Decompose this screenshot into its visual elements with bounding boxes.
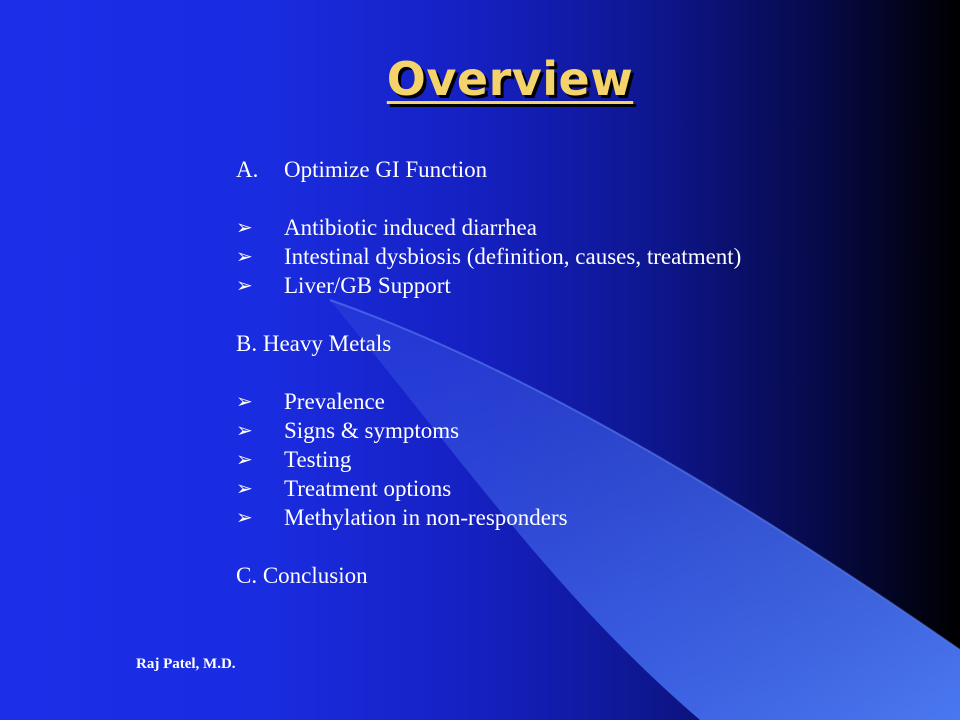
slide-title: Overview bbox=[386, 52, 634, 106]
section-a-title: Optimize GI Function bbox=[284, 157, 488, 182]
presenter-name: Raj Patel, M.D. bbox=[136, 656, 236, 672]
list-item-text: Testing bbox=[284, 447, 352, 472]
arrow-bullet-icon: ➢ bbox=[236, 246, 253, 268]
arrow-bullet-icon: ➢ bbox=[236, 391, 253, 413]
arrow-bullet-icon: ➢ bbox=[236, 217, 253, 239]
list-item-text: Methylation in non-responders bbox=[284, 505, 568, 530]
list-item-text: Prevalence bbox=[284, 389, 385, 414]
arrow-bullet-icon: ➢ bbox=[236, 275, 253, 297]
list-item-text: Treatment options bbox=[284, 476, 452, 501]
section-a-letter: A. bbox=[236, 157, 259, 182]
section-c-heading: C. Conclusion bbox=[236, 563, 368, 588]
arrow-bullet-icon: ➢ bbox=[236, 449, 253, 471]
list-item-text: Antibiotic induced diarrhea bbox=[284, 215, 537, 240]
list-item-text: Signs & symptoms bbox=[284, 418, 460, 443]
arrow-bullet-icon: ➢ bbox=[236, 478, 253, 500]
arrow-bullet-icon: ➢ bbox=[236, 507, 253, 529]
list-item-text: Liver/GB Support bbox=[284, 273, 451, 298]
list-item-text: Intestinal dysbiosis (definition, causes, treatment) bbox=[284, 244, 742, 269]
arrow-bullet-icon: ➢ bbox=[236, 420, 253, 442]
section-b-heading: B. Heavy Metals bbox=[236, 331, 392, 356]
